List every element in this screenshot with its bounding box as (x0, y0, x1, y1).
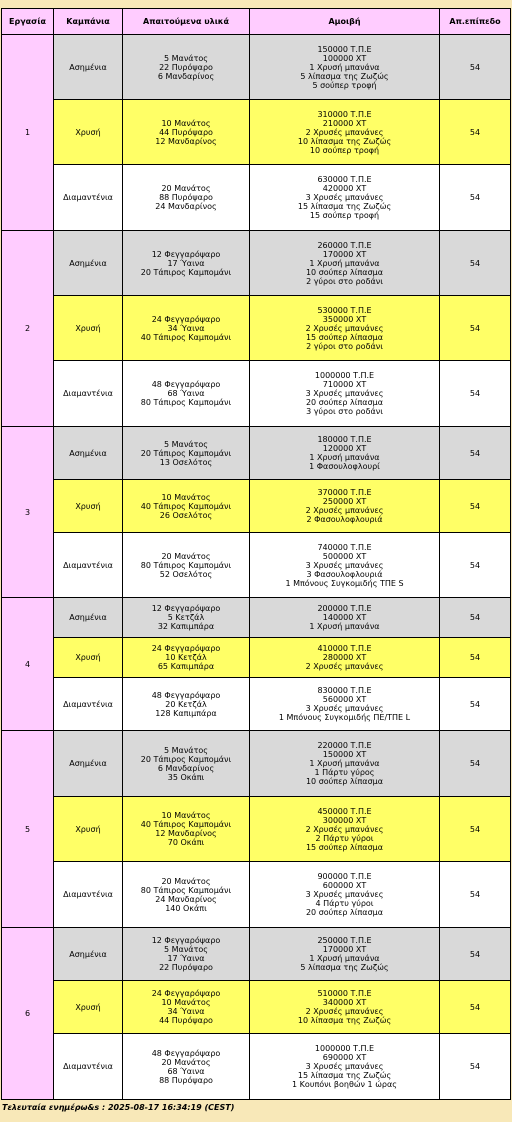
material-item: 20 Τάπιρος Καμπομάνι (140, 448, 232, 458)
material-item: 24 Μανδαρίνος (155, 202, 217, 211)
material-item: 40 Τάπιρος Καμπομάνι (140, 820, 232, 829)
material-item: 5 Μανάτος (164, 439, 208, 449)
task-number: 2 (2, 231, 54, 427)
reward-item: 1 Χρυσή μπανάνα (309, 622, 380, 631)
reward-cell (250, 862, 440, 928)
reward-item: 2 γύροι στο ροδάνι (306, 276, 383, 286)
table-row (2, 928, 511, 981)
material-item: 20 Κετζάλ (165, 699, 207, 709)
material-item: 12 Μανδαρίνος (155, 136, 217, 146)
reward-item: 1 Πάρτυ γύρος (314, 768, 375, 777)
reward-item: 1 Φασουλοφλουρί (309, 462, 380, 471)
header-level: Απ.επίπεδο (440, 9, 511, 35)
reward-item: 450000 Τ.Π.Ε (317, 806, 372, 816)
reward-item: 3 Χρυσές μπανάνες (305, 560, 384, 570)
level-cell: 54 (440, 165, 511, 231)
reward-item: 150000 ΧΤ (322, 750, 367, 759)
reward-cell (250, 165, 440, 231)
level-cell: 54 (440, 100, 511, 165)
reward-item: 15 σούπερ λίπασμα (305, 332, 384, 342)
campaign-cell: Χρυσή (54, 480, 123, 533)
reward-item: 260000 Τ.Π.Ε (317, 240, 372, 250)
reward-item: 180000 Τ.Π.Ε (317, 435, 372, 444)
reward-item: 2 γύροι στο ροδάνι (306, 341, 383, 351)
level-cell: 54 (440, 427, 511, 480)
material-item: 80 Τάπιρος Καμπομάνι (140, 885, 232, 895)
reward-item: 20 σούπερ λίπασμα (305, 398, 384, 407)
materials-cell (123, 361, 250, 427)
reward-item: 1 Μπόνους Συγκομιδής ΠΕ/ΤΠΕ L (278, 713, 411, 722)
material-item: 5 Μανάτος (164, 53, 208, 63)
materials-cell (123, 928, 250, 981)
reward-item: 3 Χρυσές μπανάνες (305, 1062, 384, 1071)
reward-item: 3 Χρυσές μπανάνες (305, 704, 384, 713)
level-cell: 54 (440, 928, 511, 981)
material-item: 35 Οκάπι (167, 772, 205, 782)
reward-item: 120000 ΧΤ (322, 444, 367, 453)
table-row (2, 678, 511, 731)
reward-cell (250, 100, 440, 165)
level-cell: 54 (440, 598, 511, 638)
reward-cell (250, 678, 440, 731)
table-row (2, 361, 511, 427)
reward-item: 3 Φασουλοφλουριά (306, 569, 383, 579)
campaign-cell: Διαμαντένια (54, 533, 123, 598)
material-item: 10 Μανάτος (161, 998, 211, 1007)
reward-item: 140000 ΧΤ (322, 613, 367, 622)
material-item: 26 Οσελότος (159, 510, 213, 520)
reward-item: 4 Πάρτυ γύροι (315, 899, 374, 908)
materials-cell (123, 731, 250, 797)
last-updated-footer: Τελευταία ενημέρω&s : 2025-08-17 16:34:19 (CEST) (2, 1103, 235, 1112)
level-cell: 54 (440, 361, 511, 427)
material-item: 22 Πυρόψαρο (159, 963, 213, 972)
reward-item: 1 Κουπόνι βοηθών 1 ώρας (292, 1080, 397, 1089)
material-item: 88 Πυρόψαρο (159, 1075, 213, 1085)
reward-item: 1 Χρυσή μπανάνα (309, 258, 380, 268)
material-item: 5 Μανάτος (164, 945, 208, 954)
material-item: 10 Μανάτος (161, 492, 211, 502)
campaign-cell: Ασημένια (54, 598, 123, 638)
table-row (2, 427, 511, 480)
material-item: 5 Κετζάλ (167, 613, 205, 622)
reward-item: 200000 Τ.Π.Ε (317, 604, 372, 613)
level-cell: 54 (440, 296, 511, 361)
reward-item: 280000 ΧΤ (322, 653, 367, 662)
reward-cell (250, 35, 440, 100)
table-body (2, 35, 511, 1100)
header-reward: Αμοιβή (250, 9, 440, 35)
reward-item: 1000000 Τ.Π.Ε (314, 1044, 375, 1053)
reward-item: 1 Μπόνους Συγκομιδής ΤΠΕ S (285, 578, 404, 588)
material-item: 24 Φεγγαρόψαρο (151, 644, 221, 653)
table-row (2, 100, 511, 165)
material-item: 80 Τάπιρος Καμπομάνι (140, 398, 232, 407)
reward-item: 20 σούπερ λίπασμα (305, 908, 384, 917)
material-item: 52 Οσελότος (159, 569, 213, 579)
reward-item: 170000 ΧΤ (322, 249, 367, 259)
reward-cell (250, 361, 440, 427)
reward-item: 560000 ΧΤ (322, 695, 367, 704)
reward-item: 3 Χρυσές μπανάνες (305, 890, 384, 899)
campaign-cell: Ασημένια (54, 231, 123, 296)
reward-cell (250, 231, 440, 296)
material-item: 68 Ύαινα (167, 1066, 205, 1076)
materials-cell (123, 678, 250, 731)
material-item: 10 Μανάτος (161, 811, 211, 820)
campaign-cell: Διαμαντένια (54, 165, 123, 231)
reward-item: 630000 Τ.Π.Ε (317, 175, 372, 184)
material-item: 48 Φεγγαρόψαρο (151, 380, 221, 389)
material-item: 34 Ύαινα (167, 1007, 205, 1016)
table-row (2, 231, 511, 296)
reward-item: 100000 ΧΤ (322, 53, 367, 63)
reward-item: 210000 ΧΤ (322, 118, 367, 128)
reward-cell (250, 533, 440, 598)
reward-item: 5 λίπασμα της Ζωζώς (300, 963, 389, 972)
reward-item: 220000 Τ.Π.Ε (317, 741, 372, 750)
reward-item: 1 Χρυσή μπανάνα (309, 954, 380, 963)
level-cell: 54 (440, 533, 511, 598)
material-item: 40 Τάπιρος Καμπομάνι (140, 332, 232, 342)
reward-item: 250000 Τ.Π.Ε (317, 936, 372, 945)
reward-item: 10 σούπερ τροφή (309, 145, 380, 155)
reward-cell (250, 928, 440, 981)
header-campaign: Καμπάνια (54, 9, 123, 35)
level-cell: 54 (440, 731, 511, 797)
table-row (2, 862, 511, 928)
event-tasks-table (1, 8, 511, 1100)
reward-cell (250, 480, 440, 533)
material-item: 6 Μανδαρίνος (157, 763, 215, 773)
materials-cell (123, 296, 250, 361)
campaign-cell: Ασημένια (54, 731, 123, 797)
reward-item: 15 σούπερ τροφή (309, 211, 380, 220)
reward-item: 1 Χρυσή μπανάνα (309, 62, 380, 72)
reward-item: 3 γύροι στο ροδάνι (306, 407, 383, 416)
materials-cell (123, 533, 250, 598)
material-item: 17 Ύαινα (167, 954, 205, 963)
reward-cell (250, 638, 440, 678)
table-row (2, 981, 511, 1034)
campaign-cell: Διαμαντένια (54, 862, 123, 928)
task-number: 4 (2, 598, 54, 731)
material-item: 6 Μανδαρίνος (157, 71, 215, 81)
reward-item: 10 σούπερ λίπασμα (305, 777, 384, 786)
reward-item: 15 λίπασμα της Ζωζώς (297, 1071, 392, 1080)
campaign-cell: Χρυσή (54, 100, 123, 165)
material-item: 24 Φεγγαρόψαρο (151, 314, 221, 324)
header-row (2, 9, 511, 35)
reward-item: 2 Χρυσές μπανάνες (305, 662, 384, 671)
materials-cell (123, 100, 250, 165)
reward-item: 690000 ΧΤ (322, 1053, 367, 1062)
task-number: 1 (2, 35, 54, 231)
material-item: 68 Ύαινα (167, 389, 205, 398)
reward-item: 3 Χρυσές μπανάνες (305, 193, 384, 202)
reward-item: 1000000 Τ.Π.Ε (314, 371, 375, 380)
table-row (2, 533, 511, 598)
reward-item: 3 Χρυσές μπανάνες (305, 389, 384, 398)
material-item: 17 Ύαινα (167, 258, 205, 268)
material-item: 13 Οσελότος (159, 457, 213, 467)
reward-item: 500000 ΧΤ (322, 551, 367, 561)
material-item: 20 Μανάτος (161, 876, 211, 886)
material-item: 24 Φεγγαρόψαρο (151, 989, 221, 998)
material-item: 48 Φεγγαρόψαρο (151, 690, 221, 700)
table-row (2, 638, 511, 678)
campaign-cell: Διαμαντένια (54, 361, 123, 427)
material-item: 88 Πυρόψαρο (159, 193, 213, 202)
reward-item: 2 Πάρτυ γύροι (315, 833, 374, 843)
reward-cell (250, 598, 440, 638)
reward-item: 710000 ΧΤ (322, 380, 367, 389)
materials-cell (123, 165, 250, 231)
reward-item: 830000 Τ.Π.Ε (317, 686, 372, 695)
materials-cell (123, 1034, 250, 1100)
reward-item: 1 Χρυσή μπανάνα (309, 759, 380, 768)
reward-item: 300000 ΧΤ (322, 815, 367, 825)
campaign-cell: Χρυσή (54, 797, 123, 862)
material-item: 20 Τάπιρος Καμπομάνι (140, 267, 232, 277)
reward-item: 15 σούπερ λίπασμα (305, 842, 384, 852)
table-row (2, 1034, 511, 1100)
reward-item: 2 Χρυσές μπανάνες (305, 127, 384, 137)
reward-item: 150000 Τ.Π.Ε (317, 44, 372, 54)
reward-item: 170000 ΧΤ (322, 945, 367, 954)
campaign-cell: Διαμαντένια (54, 678, 123, 731)
level-cell: 54 (440, 35, 511, 100)
material-item: 10 Μανάτος (161, 118, 211, 128)
level-cell: 54 (440, 1034, 511, 1100)
campaign-cell: Χρυσή (54, 638, 123, 678)
campaign-cell: Χρυσή (54, 296, 123, 361)
reward-item: 410000 Τ.Π.Ε (317, 644, 372, 653)
table-row (2, 165, 511, 231)
material-item: 20 Μανάτος (161, 551, 211, 561)
reward-item: 5 σούπερ τροφή (312, 80, 377, 90)
task-number: 6 (2, 928, 54, 1100)
reward-item: 10 λίπασμα της Ζωζώς (297, 1016, 392, 1025)
material-item: 65 Καπιμπάρα (157, 662, 215, 671)
task-number: 3 (2, 427, 54, 598)
material-item: 10 Κετζάλ (165, 653, 207, 662)
campaign-cell: Ασημένια (54, 427, 123, 480)
reward-item: 340000 ΧΤ (322, 998, 367, 1007)
reward-item: 2 Φασουλοφλουριά (306, 515, 383, 524)
reward-item: 10 σούπερ λίπασμα (305, 267, 384, 277)
reward-cell (250, 427, 440, 480)
material-item: 140 Οκάπι (165, 903, 207, 913)
reward-item: 2 Χρυσές μπανάνες (305, 824, 384, 834)
table-row (2, 35, 511, 100)
reward-cell (250, 731, 440, 797)
table-row (2, 480, 511, 533)
table-row (2, 598, 511, 638)
material-item: 22 Πυρόψαρο (159, 62, 213, 72)
task-number: 5 (2, 731, 54, 928)
level-cell: 54 (440, 231, 511, 296)
material-item: 70 Οκάπι (167, 838, 205, 847)
materials-cell (123, 427, 250, 480)
material-item: 20 Μανάτος (161, 1057, 211, 1067)
materials-cell (123, 862, 250, 928)
reward-item: 530000 Τ.Π.Ε (317, 305, 372, 315)
reward-cell (250, 1034, 440, 1100)
reward-item: 2 Χρυσές μπανάνες (305, 506, 384, 515)
campaign-cell: Ασημένια (54, 928, 123, 981)
material-item: 44 Πυρόψαρο (159, 127, 213, 137)
reward-item: 1 Χρυσή μπανάνα (309, 453, 380, 462)
materials-cell (123, 797, 250, 862)
level-cell: 54 (440, 862, 511, 928)
reward-item: 370000 Τ.Π.Ε (317, 488, 372, 497)
level-cell: 54 (440, 678, 511, 731)
materials-cell (123, 480, 250, 533)
material-item: 12 Μανδαρίνος (155, 829, 217, 838)
reward-item: 250000 ΧΤ (322, 497, 367, 506)
reward-item: 600000 ΧΤ (322, 881, 367, 890)
reward-item: 740000 Τ.Π.Ε (317, 542, 372, 552)
table-row (2, 731, 511, 797)
table-row (2, 797, 511, 862)
reward-cell (250, 296, 440, 361)
reward-item: 15 λίπασμα της Ζωζώς (297, 202, 392, 211)
material-item: 20 Τάπιρος Καμπομάνι (140, 754, 232, 764)
campaign-cell: Χρυσή (54, 981, 123, 1034)
materials-cell (123, 231, 250, 296)
material-item: 128 Καπιμπάρα (155, 708, 217, 718)
reward-item: 900000 Τ.Π.Ε (317, 872, 372, 881)
reward-item: 2 Χρυσές μπανάνες (305, 1007, 384, 1016)
materials-cell (123, 638, 250, 678)
materials-cell (123, 981, 250, 1034)
material-item: 32 Καπιμπάρα (157, 622, 215, 631)
reward-cell (250, 797, 440, 862)
reward-item: 350000 ΧΤ (322, 314, 367, 324)
campaign-cell: Διαμαντένια (54, 1034, 123, 1100)
material-item: 44 Πυρόψαρο (159, 1016, 213, 1025)
reward-item: 10 λίπασμα της Ζωζώς (297, 136, 392, 146)
reward-item: 2 Χρυσές μπανάνες (305, 323, 384, 333)
material-item: 12 Φεγγαρόψαρο (151, 936, 221, 945)
table-row (2, 296, 511, 361)
campaign-cell: Ασημένια (54, 35, 123, 100)
material-item: 80 Τάπιρος Καμπομάνι (140, 560, 232, 570)
material-item: 40 Τάπιρος Καμπομάνι (140, 501, 232, 511)
reward-cell (250, 981, 440, 1034)
material-item: 48 Φεγγαρόψαρο (151, 1048, 221, 1058)
material-item: 34 Ύαινα (167, 323, 205, 333)
level-cell: 54 (440, 638, 511, 678)
materials-cell (123, 598, 250, 638)
reward-item: 510000 Τ.Π.Ε (317, 989, 372, 998)
reward-item: 310000 Τ.Π.Ε (317, 109, 372, 119)
reward-item: 5 λίπασμα της Ζωζώς (300, 71, 389, 81)
material-item: 12 Φεγγαρόψαρο (151, 249, 221, 259)
header-materials: Απαιτούμενα υλικά (123, 9, 250, 35)
material-item: 24 Μανδαρίνος (155, 894, 217, 904)
header-task: Εργασία (2, 9, 54, 35)
material-item: 12 Φεγγαρόψαρο (151, 604, 221, 613)
material-item: 5 Μανάτος (164, 745, 208, 755)
reward-item: 420000 ΧΤ (322, 184, 367, 193)
materials-cell (123, 35, 250, 100)
level-cell: 54 (440, 797, 511, 862)
material-item: 20 Μανάτος (161, 184, 211, 193)
level-cell: 54 (440, 480, 511, 533)
level-cell: 54 (440, 981, 511, 1034)
